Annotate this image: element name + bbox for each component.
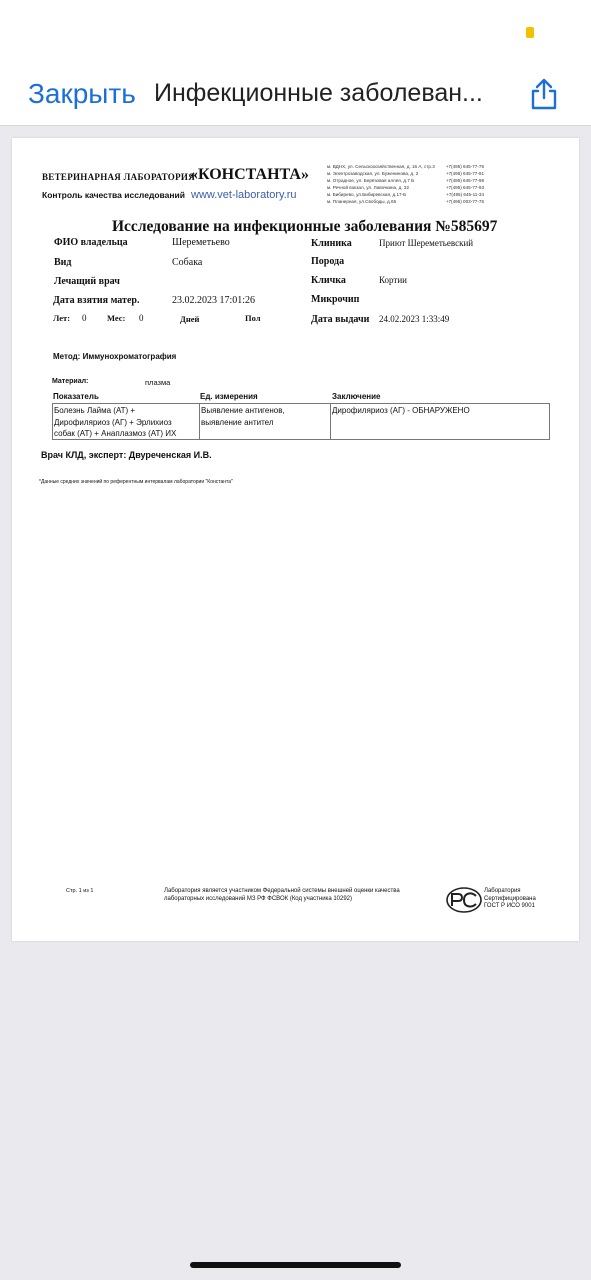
unit-cell-line: Выявление антигенов,: [201, 406, 285, 415]
table-divider: [199, 403, 200, 440]
table-divider: [330, 403, 331, 440]
indicator-cell-line: собак (АТ) + Анаплазмоз (АТ) ИХ: [54, 429, 177, 438]
years-value: 0: [82, 313, 87, 323]
lab-address: м. Планерная, ул.Свободы, д.65: [327, 199, 397, 204]
certification-logo-icon: [445, 886, 483, 914]
sex-label: Пол: [245, 313, 261, 323]
lab-quality-label: Контроль качества исследований: [42, 190, 185, 200]
footer-line: Лаборатория является участником Федеральной системы внешней оценки качества: [164, 888, 400, 894]
method-label: Метод: Иммунохроматография: [53, 352, 177, 361]
breed-label: Порода: [311, 256, 345, 267]
indicator-cell-line: Дирофиляриоз (АГ) + Эрлихиоз: [54, 417, 172, 427]
table-header-indicator: Показатель: [53, 392, 99, 401]
lab-address: м. ВДНХ, ул. Сельскохозяйственная, д. 16 А, стр.3: [327, 164, 435, 169]
clinic-label: Клиника: [311, 238, 352, 249]
footnote: *Данные средних значений по референтным интервалам лаборатории "Константа": [39, 479, 233, 485]
lab-address: м. Бибирево, ул.Бибиревская, д.17-Б: [327, 192, 407, 197]
months-value: 0: [139, 313, 144, 323]
cert-line: Сертифицирована: [484, 895, 536, 902]
lab-address: м. Электрозаводская, ул. Буженинова, д. 2: [327, 171, 419, 176]
lab-address: м. Отрадное, ул. Берёзовая аллея, д.7 Б: [327, 178, 415, 183]
page-number: Стр. 1 из 1: [66, 888, 94, 894]
nickname-value: Кортии: [379, 275, 408, 285]
report-title: Исследование на инфекционные заболевания №585697: [112, 218, 498, 235]
lab-phone: +7(495) 645-11-34: [446, 192, 484, 197]
sample-date-label: Дата взятия матер.: [53, 295, 140, 306]
lab-address: м. Речной вокзал, ул. Лавочкина, д. 32: [327, 185, 409, 190]
doctor-label: Лечащий врач: [54, 276, 120, 287]
species-value: Собака: [172, 257, 203, 268]
lab-name: ВЕТЕРИНАРНАЯ ЛАБОРАТОРИЯ: [42, 172, 195, 182]
lab-phone: +7(495) 645-77-93: [445, 185, 484, 190]
cert-line: ГОСТ Р ИСО 9001: [484, 903, 535, 909]
table-header-unit: Ед. измерения: [200, 392, 258, 401]
certification-text: [484, 888, 536, 911]
sample-date-value: 23.02.2023 17:01:26: [172, 295, 256, 306]
owner-value: Шереметьево: [172, 237, 230, 248]
nickname-label: Кличка: [311, 275, 346, 286]
microchip-label: Микрочип: [311, 294, 360, 305]
close-button[interactable]: Закрыть: [28, 78, 136, 109]
lab-phone: +7(495) 645-77-91: [445, 171, 484, 176]
document-title: Инфекционные заболеван...: [154, 79, 483, 107]
lab-website: www.vet-laboratory.ru: [191, 189, 297, 201]
share-icon[interactable]: [526, 76, 562, 112]
months-label: Мес:: [107, 313, 126, 323]
days-label: Дней: [180, 314, 200, 324]
clinic-value: Приют Шереметьевский: [379, 238, 474, 248]
document-page: [12, 138, 579, 941]
years-label: Лет:: [53, 313, 71, 323]
indicator-cell-line: Болезнь Лайма (АТ) +: [54, 406, 136, 415]
conclusion-cell: Дирофиляриоз (АГ) - ОБНАРУЖЕНО: [332, 406, 470, 415]
species-label: Вид: [54, 257, 72, 268]
lab-phone: +7(495) 003-77-75: [445, 199, 484, 204]
navigation-bar: [0, 66, 591, 126]
expert-signature: Врач КЛД, эксперт: Двуреченская И.В.: [41, 450, 212, 460]
table-header-conclusion: Заключение: [332, 392, 381, 401]
home-indicator[interactable]: [190, 1262, 401, 1268]
status-bar: [0, 0, 591, 66]
issue-date-value: 24.02.2023 1:33:49: [379, 314, 450, 324]
owner-label: ФИО владельца: [54, 237, 128, 248]
issue-date-label: Дата выдачи: [311, 314, 370, 325]
lab-phone: +7(495) 645-77-76: [445, 164, 484, 169]
lab-phone: +7(495) 645-77-98: [445, 178, 484, 183]
footer-line: лабораторных исследований МЗ РФ ФСВОК (Код участника 10292): [164, 895, 353, 902]
material-label: Материал:: [52, 378, 89, 385]
unit-cell-line: выявление антител: [201, 417, 274, 427]
lab-brand: «КОНСТАНТА»: [190, 166, 309, 183]
material-value: плазма: [145, 378, 171, 387]
cert-line: Лаборатория: [484, 888, 521, 894]
footer-text: [164, 888, 400, 903]
status-indicator-icon: [526, 27, 534, 38]
